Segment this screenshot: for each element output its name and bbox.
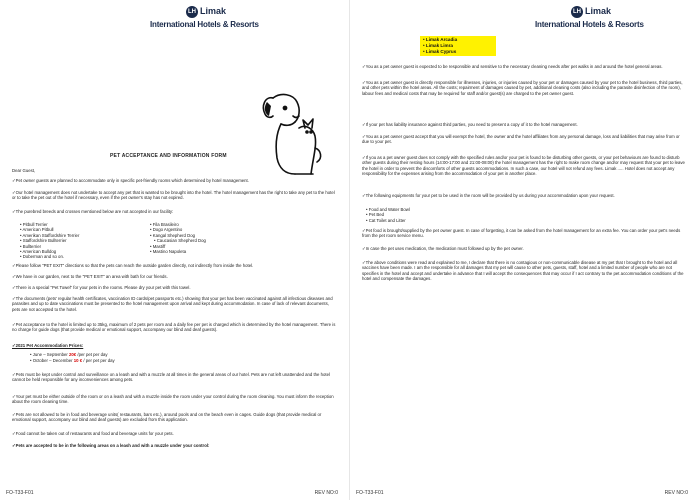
- paragraph-restaurant-food: ✓Food cannot be taken out of restaurants and food and beverage units for your pets.: [12, 431, 174, 436]
- list-item: • Pitbull Terrier: [20, 222, 48, 227]
- paragraph-rooms: ✓Pet owner guests are planned to accommodate only in specific pet-friendly rooms which determined by hotel management.: [12, 178, 249, 183]
- list-item: • Kangal Shepherd Dog: [150, 232, 195, 238]
- footer-form-code: FO-T33-F01: [356, 490, 384, 496]
- brand-tagline: International Hotels & Resorts: [535, 20, 644, 29]
- list-item: • Cat Toilet and Litter: [366, 217, 406, 223]
- paragraph-exemption: ✓You as a pet owner guest accept that you will exempt the hotel, the owner and the hotel affiliates from any personal damage, loss and liabilities that may arise from or due to your pet.: [362, 134, 680, 145]
- paragraph-food-units: ✓Pets are not allowed to be in food and beverage units( restaurants, bars etc.), around pools and on the beach even in cages. Guide dogs (that provide medical or emotional support, accompany our blind and deaf guests) are excluded from this application.: [12, 412, 322, 423]
- paragraph-equipment: ✓The following equipments for your pet to be used in the room will be provided by us during your accommodation upon your request.: [362, 193, 615, 198]
- price-winter-amount: 10 €: [73, 358, 83, 363]
- price-summer-amount: 20€: [69, 352, 77, 357]
- price-winter: • October – December 10 € / per pet per day: [30, 358, 115, 363]
- paragraph-medication: ✓In case the pet uses medication, the medication must followed up by the pet owner.: [362, 246, 524, 251]
- hotel-list: [420, 36, 496, 56]
- limak-mark-icon: LH: [186, 6, 198, 18]
- list-item: • Dogo Argentino: [150, 227, 183, 233]
- dog-and-cat-illustration-icon: [255, 88, 325, 178]
- form-title: PET ACCEPTANCE AND INFORMATION FORM: [110, 153, 227, 159]
- price-summer: • June – September 20€ /per pet per day: [30, 352, 108, 357]
- list-item: • Food and Water Bowl: [366, 207, 410, 212]
- list-item: • Mastino Napoleta: [150, 249, 187, 255]
- brand-name: Limak: [585, 6, 612, 16]
- paragraph-breeds: ✓The purebred breeds and crosses mentioned below are not accepted in our facility:: [12, 209, 174, 214]
- footer-revision: REV NO:0: [314, 490, 338, 496]
- paragraph-cleaning: ✓Your pet must be either outside of the room or on a leash and with a muzzle inside the room under your control during the room cleaning. You must inform the reception about the room cleaning time.: [12, 394, 334, 405]
- paragraph-declaration: ✓The above conditions were read and explained to me, I declare that there is no contagious or non-communicable disease at my pet that I brought to the hotel and all vaccines have been made. I am the responsible for all damages that my pet will cause to other pets, guests, staff, hotel and a limited number of people who are not specifies in the hotel and accept and undertake in advance that I will accept the consequences that may occur if I act contrary to the pet accommodation conditions of the hotel and compensate the damages.: [362, 260, 684, 282]
- list-item: • Limak Limra: [423, 43, 453, 48]
- price-summer-label: June – September: [32, 352, 68, 357]
- right-page: [350, 0, 700, 500]
- price-winter-suffix: / per pet per day: [83, 358, 115, 363]
- list-item: • Pet Bed: [366, 212, 384, 218]
- footer-form-code: FO-T33-F01: [6, 490, 34, 496]
- price-summer-suffix: /per pet per day: [77, 352, 108, 357]
- paragraph-pet-exit: ✓Please follow "PET EXIT" directions so that the pets can reach the outside garden directly, not indirectly from inside the hotel.: [12, 263, 254, 268]
- paragraph-rules: ✓If you as a pet owner guest does not comply with the specified rules and/or your pet is found to be disturbing other guests, or your pet behaviours are found to disturb other guests during their resting hours (14:00-17:00 and 21:00-08:00) the hotel management has the right to make room change and/or may request that your pet to leave the hotel in order to prevent the discomforts of other guests accommodations. In such a case, our hotel will not refund any fees. Limak ..... Hotel does not accept any responsibility for the expenses arising from the accommodation of your pet in another place.: [362, 155, 685, 177]
- list-item: • Mastiff: [150, 243, 166, 249]
- equipment-list: [366, 207, 566, 223]
- paragraph-limits: ✓Pet acceptance to the hotel is limited up to 35kg, maximum of 2 pets per room and a daily fee per pet is charged which is determined by the hotel management. There is no charge for guide dogs (that provide medical or emotional support, accompany our blind and deaf guests).: [12, 322, 336, 333]
- list-item: • Fila Brasileiro: [150, 222, 179, 227]
- list-item: • Limak Cyprus: [423, 49, 457, 54]
- paragraph-cleaning-needs: ✓You as a pet owner guest is expected to be responsible and sensitive to the necessary cleaning needs after pet walks in and around the hotel general areas.: [362, 64, 663, 69]
- list-item: • Amerikan Staffordshire Terrier: [20, 232, 80, 238]
- limak-logo: [150, 6, 260, 34]
- paragraph-leash: ✓Pets must be kept under control and surveillance on a leash and with a muzzle at all times in the general areas of our hotel. Pets are not left unattended and the hotel cannot be held responsible for any inconveniences among pets.: [12, 372, 330, 383]
- prices-title: ✓2021 Pet Accommodation Prices:: [12, 343, 84, 348]
- limak-logo: [535, 6, 645, 34]
- paragraph-responsibility: ✓You as a pet owner guest is directly responsible for illnesses, injuries, or injuries caused by your pet or damages caused by your pet to the hotel business, third parties, and other pets within the hotel areas. All the costs; repairment of damages caused by pet, additional cleaning costs (also including the parasite disinfection of the room), labour fees and medical costs that may be required for staff and/or guest(s) are charged to the pet owner guest.: [362, 80, 683, 96]
- brand-name: Limak: [200, 6, 227, 16]
- paragraph-garden: ✓We have in our garden, next to the "PET EXIT" an area with bath for our friends.: [12, 274, 168, 279]
- greeting: Dear Guest,: [12, 168, 36, 173]
- list-item: • Limak Arcadia: [423, 37, 458, 42]
- list-item: • Staffordshire Bullterrier: [20, 238, 67, 244]
- list-item: • American Bulldog: [20, 249, 57, 255]
- list-item: • Caucasian Shepherd Dog: [154, 238, 206, 244]
- paragraph-towel: ✓There is a special "Pet Towel" for your pets in the rooms. Please dry your pet with this towel.: [12, 285, 191, 290]
- paragraph-management: ✓Our hotel management does not undertake to accept any pet that is wanted to be brought into the hotel. The hotel management has the right to take any pet to the hotel or to take the pet out of the hotel if necessary, even if the pet owner's stay has not expired.: [12, 190, 335, 201]
- list-item: • American Pitbull: [20, 227, 54, 233]
- paragraph-pet-food: ✓Pet food is brought/supplied by the pet owner guest. In case of forgetting, it can be asked from the hotel management for an extra fee. You can order your pet's needs from the pet room service menu.: [362, 228, 681, 239]
- paragraph-documents: ✓The documents (pets' regular health certificates, vaccination ID cards/pet passports etc.) showing that your pet has been vaccinated against all infectious diseases and parasites and up to date vaccinations must be presented to the hotel management upon arrival and kept during accommodation. In case of lack of relevant documents, pets are not accepted to the hotel.: [12, 296, 333, 312]
- limak-mark-icon: LH: [571, 6, 583, 18]
- breed-list-left: [20, 222, 150, 260]
- brand-tagline: International Hotels & Resorts: [150, 20, 259, 29]
- paragraph-allowed-areas: ✓Pets are accepted to be in the following areas on a leash and with a muzzle under your control:: [12, 443, 210, 448]
- footer-revision: REV NO:0: [664, 490, 688, 496]
- list-item: • Doberman and so on.: [20, 254, 65, 260]
- price-winter-label: October – December: [32, 358, 73, 363]
- paragraph-insurance: ✓If your pet has liability insurance against third parties, you need to present a copy of it to the hotel management.: [362, 122, 578, 127]
- list-item: • Bullterrier: [20, 243, 42, 249]
- breed-list-right: [150, 222, 300, 254]
